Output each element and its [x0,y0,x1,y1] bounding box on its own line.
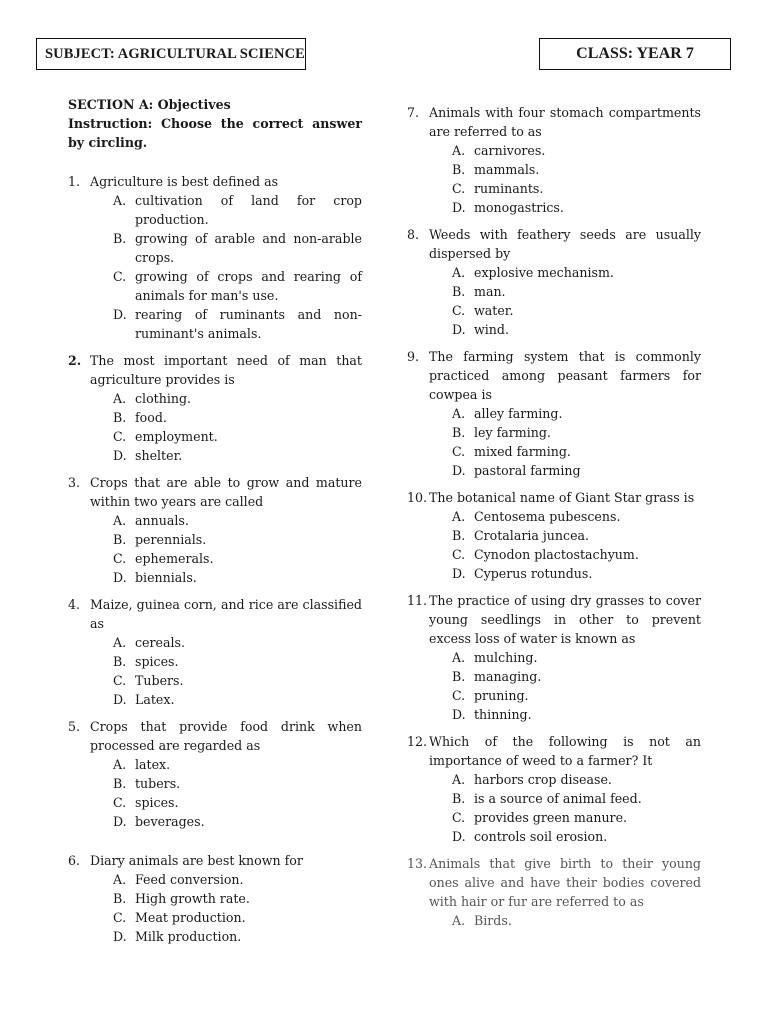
option-text: Meat production. [135,910,246,925]
option-letter: D. [113,692,127,707]
option-letter: D. [452,707,466,722]
option-text: perennials. [135,532,207,547]
option-letter: A. [113,635,127,650]
option-text: ephemerals. [135,551,214,566]
answer-option[interactable] [452,911,701,930]
option-text: Latex. [135,692,175,707]
option-letter: D. [452,566,466,581]
option-letter: B. [113,891,127,906]
option-text: mixed farming. [474,444,571,459]
question-number: 13. [407,856,428,871]
option-text: man. [474,284,506,299]
question-text: The botanical name of Giant Star grass is [429,490,695,505]
question-number: 12. [407,734,428,749]
answer-option[interactable] [113,652,362,671]
option-text: cereals. [135,635,185,650]
answer-option[interactable] [113,511,362,530]
option-letter: B. [452,284,466,299]
option-letter: B. [113,654,127,669]
question-text: Maize, guinea corn, and rice are classified as [90,597,362,631]
answer-option[interactable] [113,530,362,549]
question-number: 9. [407,349,420,364]
answer-option[interactable] [113,427,362,446]
question-text: The most important need of man that agriculture provides is [90,353,362,387]
option-list [90,870,362,946]
answer-option[interactable] [452,282,701,301]
option-list [429,141,701,217]
option-list [90,191,362,343]
answer-option[interactable] [452,198,701,217]
answer-option[interactable] [452,179,701,198]
answer-option[interactable] [113,549,362,568]
instruction-text: Instruction: Choose the correct answer by circling. [68,116,362,150]
answer-option[interactable] [113,408,362,427]
option-text: Tubers. [135,673,184,688]
option-letter: C. [113,673,127,688]
answer-option[interactable] [452,461,701,480]
option-list [429,648,701,724]
option-list [90,389,362,465]
option-letter: A. [113,757,127,772]
option-text: High growth rate. [135,891,250,906]
option-letter: A. [452,406,466,421]
option-letter: D. [113,929,127,944]
option-text: alley farming. [474,406,563,421]
option-list [90,633,362,709]
question-text: Diary animals are best known for [90,853,303,868]
question-8 [407,225,701,339]
option-letter: D. [452,829,466,844]
answer-option[interactable] [113,889,362,908]
question-text: Which of the following is not an importance of weed to a farmer? It [429,734,701,768]
answer-option[interactable] [452,789,701,808]
answer-option[interactable] [452,526,701,545]
option-letter: A. [452,913,466,928]
question-number: 2. [68,353,82,368]
right-column [407,95,701,930]
question-text: Animals that give birth to their young ones alive and have their bodies covered with hair or fur are referred to as [429,856,701,909]
answer-option[interactable] [113,927,362,946]
answer-option[interactable] [113,793,362,812]
question-number: 4. [68,597,81,612]
option-letter: B. [452,669,466,684]
question-9 [407,347,701,480]
option-letter: C. [452,303,466,318]
answer-option[interactable] [113,229,362,267]
question-10 [407,488,701,583]
question-13 [407,854,701,930]
left-column [68,95,362,946]
question-number: 6. [68,853,81,868]
option-letter: C. [113,795,127,810]
option-letter: B. [452,425,466,440]
option-text: shelter. [135,448,183,463]
answer-option[interactable] [113,671,362,690]
option-text: Centosema pubescens. [474,509,621,524]
option-text: food. [135,410,167,425]
option-list [429,911,701,930]
right-question-list [407,103,701,930]
option-letter: B. [452,791,466,806]
option-text: monogastrics. [474,200,564,215]
option-text: latex. [135,757,171,772]
answer-option[interactable] [452,827,701,846]
answer-option[interactable] [113,908,362,927]
option-letter: A. [452,265,466,280]
answer-option[interactable] [113,446,362,465]
option-letter: B. [113,532,127,547]
option-text: provides green manure. [474,810,628,825]
answer-option[interactable] [113,870,362,889]
option-text: Feed conversion. [135,872,244,887]
section-title: SECTION A: Objectives [68,97,231,112]
option-letter: D. [113,307,127,322]
option-list [90,755,362,831]
option-text: growing of arable and non-arable crops. [135,231,362,265]
option-text: growing of crops and rearing of animals for man's use. [135,269,362,303]
answer-option[interactable] [113,633,362,652]
option-letter: C. [113,429,127,444]
answer-option[interactable] [452,507,701,526]
option-letter: C. [452,688,466,703]
answer-option[interactable] [452,564,701,583]
left-question-list [68,172,362,946]
option-list [429,770,701,846]
question-text: Weeds with feathery seeds are usually dispersed by [429,227,701,261]
question-12 [407,732,701,846]
question-2 [68,351,362,465]
answer-option[interactable] [113,305,362,343]
option-letter: D. [452,463,466,478]
option-text: ruminants. [474,181,544,196]
question-text: Crops that are able to grow and mature within two years are called [90,475,362,509]
option-text: spices. [135,654,179,669]
answer-option[interactable] [452,404,701,423]
answer-option[interactable] [452,808,701,827]
question-11 [407,591,701,724]
answer-option[interactable] [452,141,701,160]
answer-option[interactable] [113,267,362,305]
answer-option[interactable] [113,568,362,587]
option-text: is a source of animal feed. [474,791,642,806]
answer-option[interactable] [113,191,362,229]
answer-option[interactable] [452,545,701,564]
answer-option[interactable] [452,648,701,667]
question-number: 10. [407,490,428,505]
option-text: clothing. [135,391,192,406]
question-1 [68,172,362,343]
answer-option[interactable] [452,423,701,442]
question-text: The practice of using dry grasses to cover young seedlings in other to prevent excess loss of water is known as [429,593,701,646]
option-letter: A. [452,650,466,665]
question-text: Crops that provide food drink when processed are regarded as [90,719,362,753]
option-letter: A. [452,143,466,158]
option-letter: D. [113,570,127,585]
question-text: The farming system that is commonly practiced among peasant farmers for cowpea is [429,349,701,402]
option-letter: C. [113,269,127,284]
option-text: employment. [135,429,218,444]
option-text: spices. [135,795,179,810]
option-list [429,404,701,480]
question-number: 11. [407,593,428,608]
option-text: mulching. [474,650,538,665]
option-text: tubers. [135,776,181,791]
question-number: 7. [407,105,420,120]
option-letter: B. [113,410,127,425]
question-7 [407,103,701,217]
option-letter: C. [113,910,127,925]
class-header: CLASS: YEAR 7 [539,38,731,70]
answer-option[interactable] [452,442,701,461]
question-text: Agriculture is best defined as [90,174,279,189]
subject-header: SUBJECT: AGRICULTURAL SCIENCE [36,38,306,70]
option-letter: C. [452,444,466,459]
question-number: 8. [407,227,420,242]
option-list [90,511,362,587]
option-text: managing. [474,669,542,684]
option-letter: B. [113,231,127,246]
option-text: biennials. [135,570,197,585]
option-letter: D. [113,448,127,463]
option-text: water. [474,303,514,318]
option-text: cultivation of land for crop production. [135,193,362,227]
option-text: Crotalaria juncea. [474,528,590,543]
option-letter: B. [113,776,127,791]
option-letter: B. [452,162,466,177]
option-letter: C. [452,810,466,825]
option-letter: D. [452,200,466,215]
question-6 [68,851,362,946]
answer-option[interactable] [452,263,701,282]
question-4 [68,595,362,709]
option-letter: A. [113,391,127,406]
option-text: thinning. [474,707,532,722]
option-text: Milk production. [135,929,242,944]
option-text: harbors crop disease. [474,772,612,787]
question-number: 1. [68,174,81,189]
option-letter: D. [113,814,127,829]
option-letter: A. [113,513,127,528]
question-text: Animals with four stomach compartments are referred to as [429,105,701,139]
answer-option[interactable] [113,812,362,831]
option-text: Birds. [474,913,512,928]
option-text: explosive mechanism. [474,265,614,280]
answer-option[interactable] [452,667,701,686]
option-letter: A. [113,193,127,208]
answer-option[interactable] [113,755,362,774]
question-number: 3. [68,475,81,490]
option-text: Cynodon plactostachyum. [474,547,639,562]
option-letter: C. [452,181,466,196]
option-letter: D. [452,322,466,337]
option-text: wind. [474,322,509,337]
option-text: pruning. [474,688,529,703]
option-letter: A. [452,772,466,787]
option-text: rearing of ruminants and non-ruminant's animals. [135,307,362,341]
answer-option[interactable] [452,320,701,339]
option-text: pastoral farming [474,463,581,478]
answer-option[interactable] [113,389,362,408]
answer-option[interactable] [113,690,362,709]
option-letter: A. [452,509,466,524]
option-text: carnivores. [474,143,546,158]
option-list [429,507,701,583]
option-text: ley farming. [474,425,551,440]
option-text: Cyperus rotundus. [474,566,593,581]
answer-option[interactable] [452,686,701,705]
question-3 [68,473,362,587]
question-number: 5. [68,719,81,734]
option-letter: C. [452,547,466,562]
answer-option[interactable] [452,705,701,724]
option-letter: C. [113,551,127,566]
option-text: controls soil erosion. [474,829,608,844]
option-text: beverages. [135,814,205,829]
answer-option[interactable] [452,301,701,320]
option-list [429,263,701,339]
option-text: annuals. [135,513,189,528]
option-letter: A. [113,872,127,887]
answer-option[interactable] [113,774,362,793]
answer-option[interactable] [452,770,701,789]
answer-option[interactable] [452,160,701,179]
question-5 [68,717,362,831]
option-text: mammals. [474,162,540,177]
option-letter: B. [452,528,466,543]
